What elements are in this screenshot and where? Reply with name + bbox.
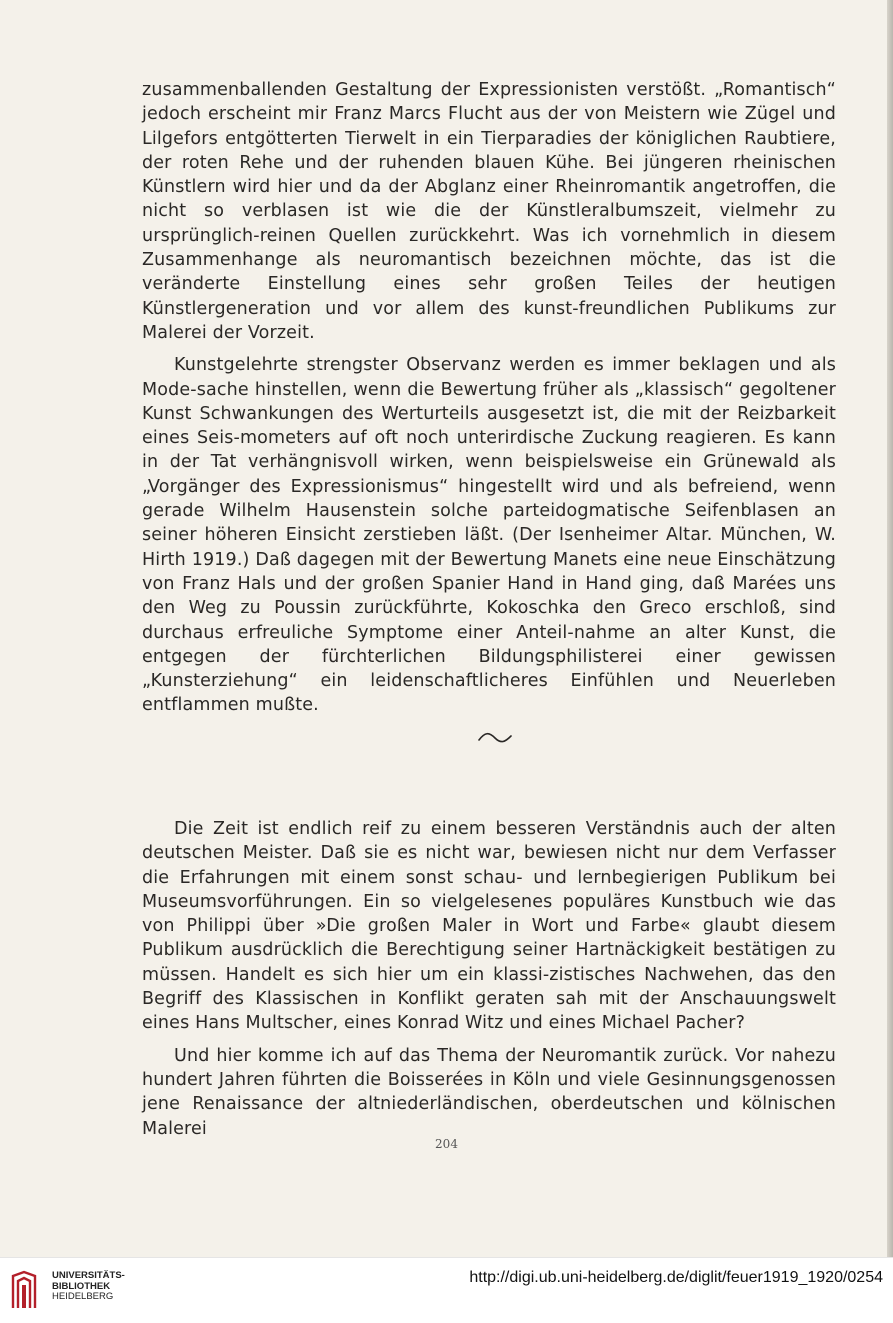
paragraph: Und hier komme ich auf das Thema der Neuromantik zurück. Vor nahezu hundert Jahren führten die Boisserées in Köln und viele Gesinnungsgenossen jene Renaissance der altniederländischen, oberdeutschen und kölnischen Malerei [142,1045,836,1139]
permalink-url[interactable]: http://digi.ub.uni-heidelberg.de/diglit/feuer1919_1920/0254 [469,1269,883,1286]
library-line: HEIDELBERG [52,1291,114,1302]
library-line: UNIVERSITÄTS- [52,1270,125,1281]
tilde-ornament-icon [475,728,515,748]
library-name [52,1271,125,1303]
text-block-bottom [142,817,836,1141]
page-edge [887,0,893,1257]
paragraph: zusammenballenden Gestaltung der Expressionisten verstößt. „Romantisch“ jedoch erscheint mir Franz Marcs Flucht aus der von Meistern wie Zügel und Lilgefors entgötterten Tierwelt in ein Tierparadies der königlichen Raubtiere, der roten Rehe und der ruhenden blauen Kühe. Bei jüngeren rheinischen Künstlern wird hier und da der Abglanz einer Rheinromantik angetroffen, die nicht so verblasen ist wie die der Künstleralbumszeit, vielmehr zu ursprünglich-reinen Quellen zurückkehrt. Was ich vornehmlich in diesem Zusammenhange als neuromantisch bezeichnen möchte, das ist die veränderte Einstellung eines sehr großen Teiles der heutigen Künstlergeneration und vor allem des kunst-freundlichen Publikums zur Malerei der Vorzeit. [142,80,836,343]
paragraph: Die Zeit ist endlich reif zu einem besseren Verständnis auch der alten deutschen Meister. Daß sie es nicht war, bewiesen nicht nur dem Verfasser die Erfahrungen mit einem sonst schau- und lernbegierigen Publikum bei Museumsvorführungen. Ein so vielgelesenes populäres Kunstbuch wie das von Philippi über »Die großen Maler in Wort und Farbe« glaubt diesem Publikum ausdrücklich die Berechtigung seiner Hartnäckigkeit bestätigen zu müssen. Handelt es sich hier um ein klassi-zistisches Nachwehen, das den Begriff des Klassischen in Konflikt geraten sah mit der Anschauungswelt eines Hans Multscher, eines Konrad Witz und eines Michael Pacher? [142,819,836,1034]
ub-heidelberg-logo-icon[interactable] [10,1270,38,1310]
page-number: 204 [435,1137,458,1151]
paragraph: Kunstgelehrte strengster Observanz werden es immer beklagen und als Mode-sache hinstellen, wenn die Bewertung früher als „klassisch“ gegoltener Kunst Schwankungen des Werturteils ausgesetzt ist, die mit der Reizbarkeit eines Seis-mometers auf oft noch unterirdische Zuckung reagieren. Es kann in der Tat verhängnisvoll wirken, wenn beispielsweise ein Grünewald als „Vorgänger des Expressionismus“ hingestellt wird und als befreiend, wenn gerade Wilhelm Hausenstein solche parteidogmatische Seifenblasen an seiner höheren Einsicht zerstieben läßt. (Der Isenheimer Altar. München, W. Hirth 1919.) Daß dagegen mit der Bewertung Manets eine neue Einschätzung von Franz Hals und der großen Spanier Hand in Hand ging, daß Marées uns den Weg zu Poussin zurückführte, Kokoschka den Greco erschloß, sind durchaus erfreuliche Symptome einer Anteil-nahme an alter Kunst, die entgegen der fürchterlichen Bildungsphilisterei einer gewissen „Kunsterziehung“ ein leidenschaftlicheres Einfühlen und Neuerleben entflammen mußte. [142,355,836,716]
library-line: BIBLIOTHEK [52,1280,111,1292]
text-block-top [142,78,836,718]
footer-bar [0,1257,893,1323]
